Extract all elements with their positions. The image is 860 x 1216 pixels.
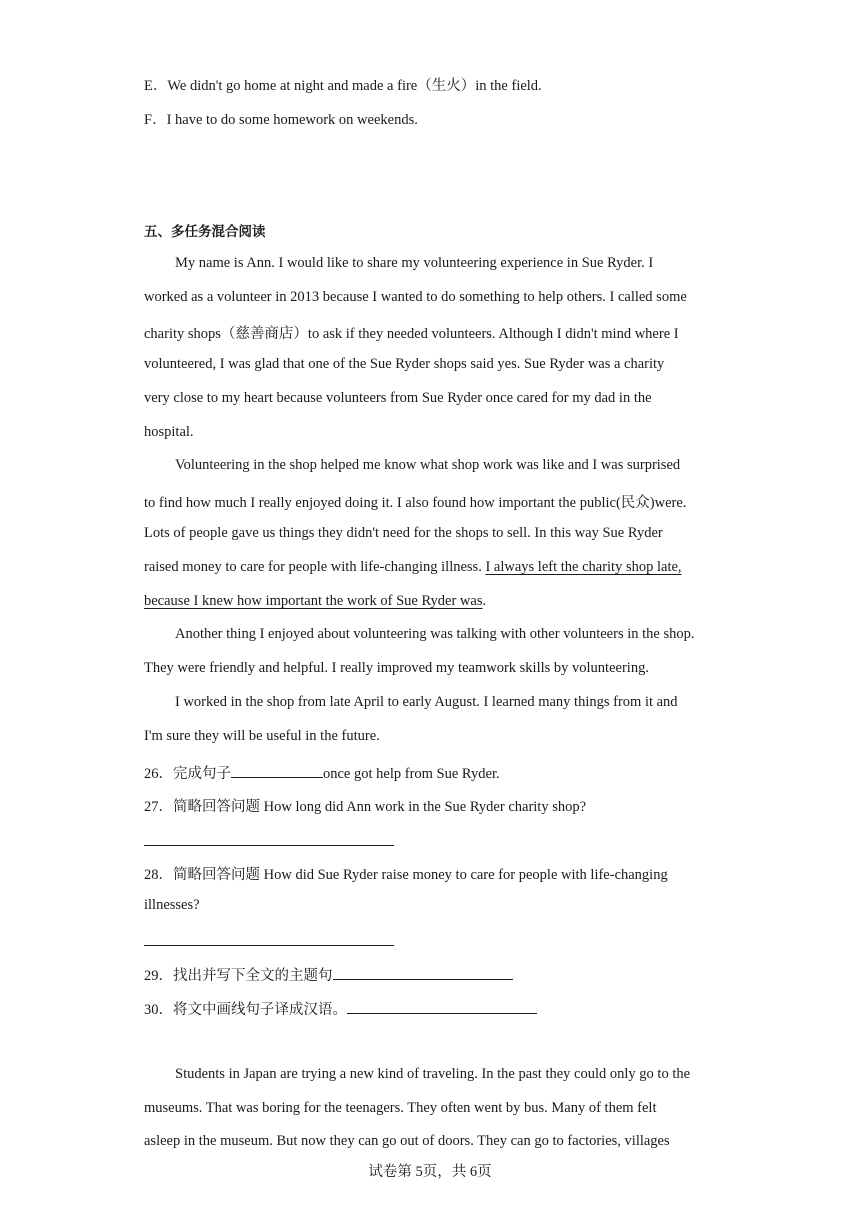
answer-line-28[interactable] (144, 945, 394, 946)
passage1-line: worked as a volunteer in 2013 because I wanted to do something to help others. I called some (144, 289, 687, 305)
passage1-line: to find how much I really enjoyed doing it. I also found how important the public(民众)were. (144, 495, 687, 511)
underlined-sentence-part1: I always left the charity shop late, (485, 559, 682, 575)
answer-blank-29[interactable] (333, 965, 513, 980)
question-26 (144, 762, 500, 783)
passage1-line: I'm sure they will be useful in the future. (144, 728, 380, 744)
question-28-cont: illnesses? (144, 897, 200, 913)
question-30-text: 30．将文中画线句子译成汉语。 (144, 1002, 347, 1018)
underlined-sentence-part2: because I knew how important the work of Sue Ryder was (144, 593, 483, 609)
passage1-line (144, 559, 682, 576)
option-e: E．We didn't go home at night and made a fire（生火）in the field. (144, 78, 542, 94)
passage1-line: My name is Ann. I would like to share my volunteering experience in Sue Ryder. I (175, 255, 654, 271)
answer-blank-26[interactable] (231, 763, 323, 778)
passage1-text: . (482, 593, 487, 609)
question-26-suffix: once got help from Sue Ryder. (323, 766, 500, 782)
question-26-prefix: 26．完成句子 (144, 766, 231, 782)
passage1-line: hospital. (144, 424, 194, 440)
passage1-line: Another thing I enjoyed about volunteering was talking with other volunteers in the shop. (175, 626, 695, 642)
question-29 (144, 964, 513, 985)
option-f: F．I have to do some homework on weekends. (144, 112, 418, 128)
question-28: 28．简略回答问题 How did Sue Ryder raise money to care for people with life-changing (144, 867, 668, 883)
question-30 (144, 998, 537, 1019)
passage1-line (144, 593, 486, 610)
answer-line-27[interactable] (144, 845, 394, 846)
passage1-line: charity shops（慈善商店）to ask if they needed volunteers. Although I didn't mind where I (144, 326, 679, 342)
passage2-line: Students in Japan are trying a new kind of traveling. In the past they could only go to the (175, 1066, 691, 1082)
section-title: 五、多任务混合阅读 (144, 224, 266, 240)
question-27: 27．简略回答问题 How long did Ann work in the Sue Ryder charity shop? (144, 799, 587, 815)
passage2-line: museums. That was boring for the teenagers. They often went by bus. Many of them felt (144, 1100, 657, 1116)
passage2-line: asleep in the museum. But now they can go out of doors. They can go to factories, villages (144, 1133, 670, 1149)
passage1-line: They were friendly and helpful. I really improved my teamwork skills by volunteering. (144, 660, 649, 676)
question-29-text: 29．找出并写下全文的主题句 (144, 968, 333, 984)
page-footer: 试卷第 5页，共 6页 (368, 1164, 492, 1180)
passage1-line: Lots of people gave us things they didn't need for the shops to sell. In this way Sue Ryder (144, 525, 663, 541)
answer-blank-30[interactable] (347, 999, 537, 1014)
passage1-text: raised money to care for people with life-changing illness. (144, 559, 486, 575)
passage1-line: Volunteering in the shop helped me know what shop work was like and I was surprised (175, 457, 681, 473)
passage1-line: volunteered, I was glad that one of the Sue Ryder shops said yes. Sue Ryder was a charity (144, 356, 665, 372)
passage1-line: very close to my heart because volunteers from Sue Ryder once cared for my dad in the (144, 390, 652, 406)
passage1-line: I worked in the shop from late April to early August. I learned many things from it and (175, 694, 678, 710)
